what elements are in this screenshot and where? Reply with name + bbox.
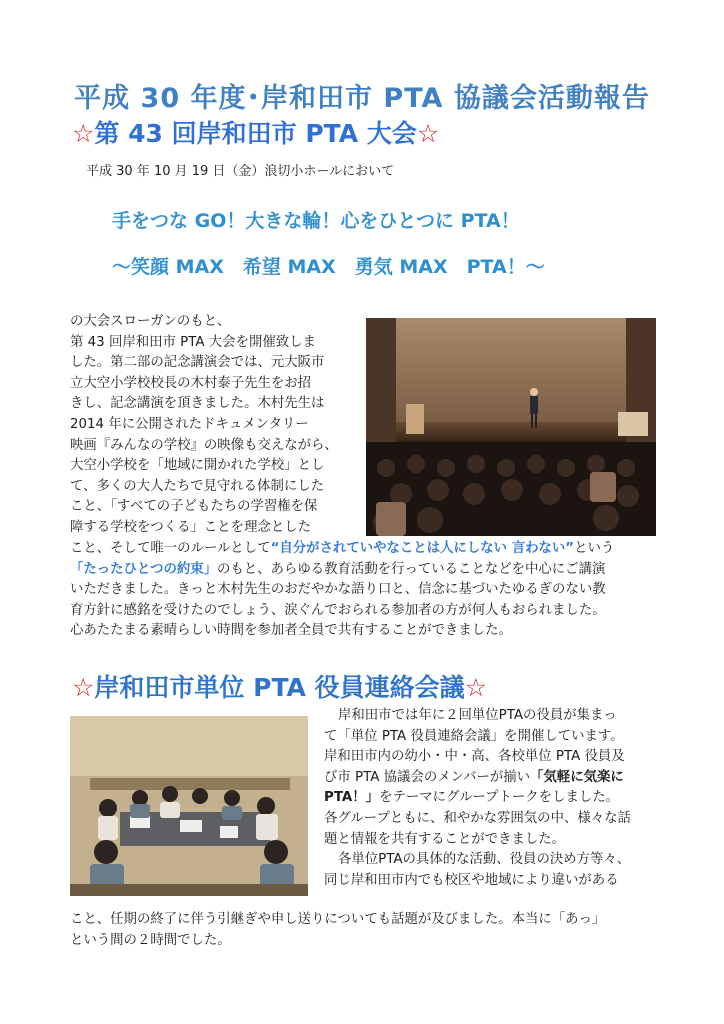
text-line — [324, 788, 664, 809]
section1-body — [70, 312, 356, 539]
section1-body-wide — [70, 539, 664, 642]
event-date: 平成 30 年 10 月 19 日（金）浪切小ホールにおいて — [86, 164, 395, 179]
lecture-stage-photo — [366, 318, 656, 536]
section2-body-wide — [70, 910, 664, 951]
text-run: のもと、あらゆる教育活動を行っていることなどを中心にご講演 — [217, 561, 606, 577]
text-line: 岸和田市では年に２回単位PTAの役員が集まっ — [338, 708, 617, 723]
text-line: 岸和田市内の幼小・中・高、各校単位 PTA 役員及 — [324, 749, 625, 765]
text-line: 障する学校をつくる」ことを理念とした — [70, 519, 312, 535]
text-line: て、多くの大人たちで見守れる体制にした — [70, 478, 325, 494]
text-line — [324, 768, 664, 789]
stage-photo-graphic — [366, 318, 656, 536]
text-run: こと、そして唯一のルールとして — [70, 541, 271, 556]
star-icon: ☆ — [464, 673, 488, 702]
section2-title: 岸和田市単位 PTA 役員連絡会議 — [94, 673, 465, 702]
theme-quote: PTA！」 — [324, 790, 380, 806]
page-title: 平成 30 年度･岸和田市 PTA 協議会活動報告 — [74, 83, 650, 114]
text-line: 映画『みんなの学校』の映像も交えながら、 — [70, 437, 338, 453]
text-run: という — [574, 541, 615, 556]
text-line: て「単位 PTA 役員連絡会議」を開催しています。 — [324, 728, 624, 744]
text-line: きし、記念講演を頂きました。木村先生は — [70, 396, 325, 412]
text-line: 題と情報を共有することができました。 — [324, 831, 566, 847]
star-icon: ☆ — [72, 673, 95, 702]
meeting-photo — [70, 716, 308, 896]
text-line: 2014 年に公開されたドキュメンタリー — [70, 416, 309, 432]
text-line: 第 43 回岸和田市 PTA 大会を開催致しま — [70, 334, 316, 350]
text-line: 育方針に感銘を受けたのでしょう、涙ぐんでおられる参加者の方が何人もおられました。 — [70, 602, 606, 618]
rule-quote: “自分がされていやなことは人にしない 言わない” — [270, 541, 575, 556]
text-line: 同じ岸和田市内でも校区や地域により違いがある — [324, 872, 619, 888]
section1-title: 第 43 回岸和田市 PTA 大会 — [94, 119, 417, 148]
text-line: という間の２時間でした。 — [70, 932, 231, 948]
star-icon: ☆ — [72, 119, 95, 148]
text-run: をテーマにグループトークをしました。 — [379, 790, 620, 806]
text-line: 大空小学校を「地域に開かれた学校」とし — [70, 458, 325, 474]
text-line: こと、任期の終了に伴う引継ぎや申し送りについても話題が及びました。本当に「あっ」 — [70, 912, 606, 927]
text-line: 心あたたまる素晴らしい時間を参加者全員で共有することができました。 — [70, 623, 512, 639]
theme-quote: 「気軽に気楽に — [530, 769, 624, 785]
star-icon: ☆ — [416, 119, 440, 148]
section2-body — [324, 706, 664, 891]
section2-heading — [72, 668, 487, 704]
text-line — [70, 560, 664, 581]
text-line: した。第二部の記念講演会では、元大阪市 — [70, 355, 325, 371]
text-line: 各グループともに、和やかな雰囲気の中、様々な話 — [324, 810, 631, 826]
text-run: び市 PTA 協議会のメンバーが揃い — [324, 769, 531, 785]
slogan-line-1: 手をつな GO！大きな輪！心をひとつに PTA！ — [112, 210, 520, 232]
slogan-line-2: ～笑顔 MAX 希望 MAX 勇気 MAX PTA！～ — [112, 256, 545, 278]
text-line: 立大空小学校校長の木村泰子先生をお招 — [70, 375, 312, 391]
text-line: こと、「すべての子どもたちの学習権を保 — [70, 499, 318, 515]
text-line: いただきました。きっと木村先生のおだやかな語り口と、信念に基づいたゆるぎのない教 — [70, 582, 606, 598]
text-line: の大会スローガンのもと、 — [70, 314, 231, 329]
section1-heading — [72, 114, 439, 150]
text-line — [70, 539, 664, 560]
text-line: 各単位PTAの具体的な活動、役員の決め方等々、 — [338, 852, 631, 868]
promise-quote: 「たったひとつの約束」 — [70, 561, 218, 577]
meeting-photo-graphic — [70, 716, 308, 896]
